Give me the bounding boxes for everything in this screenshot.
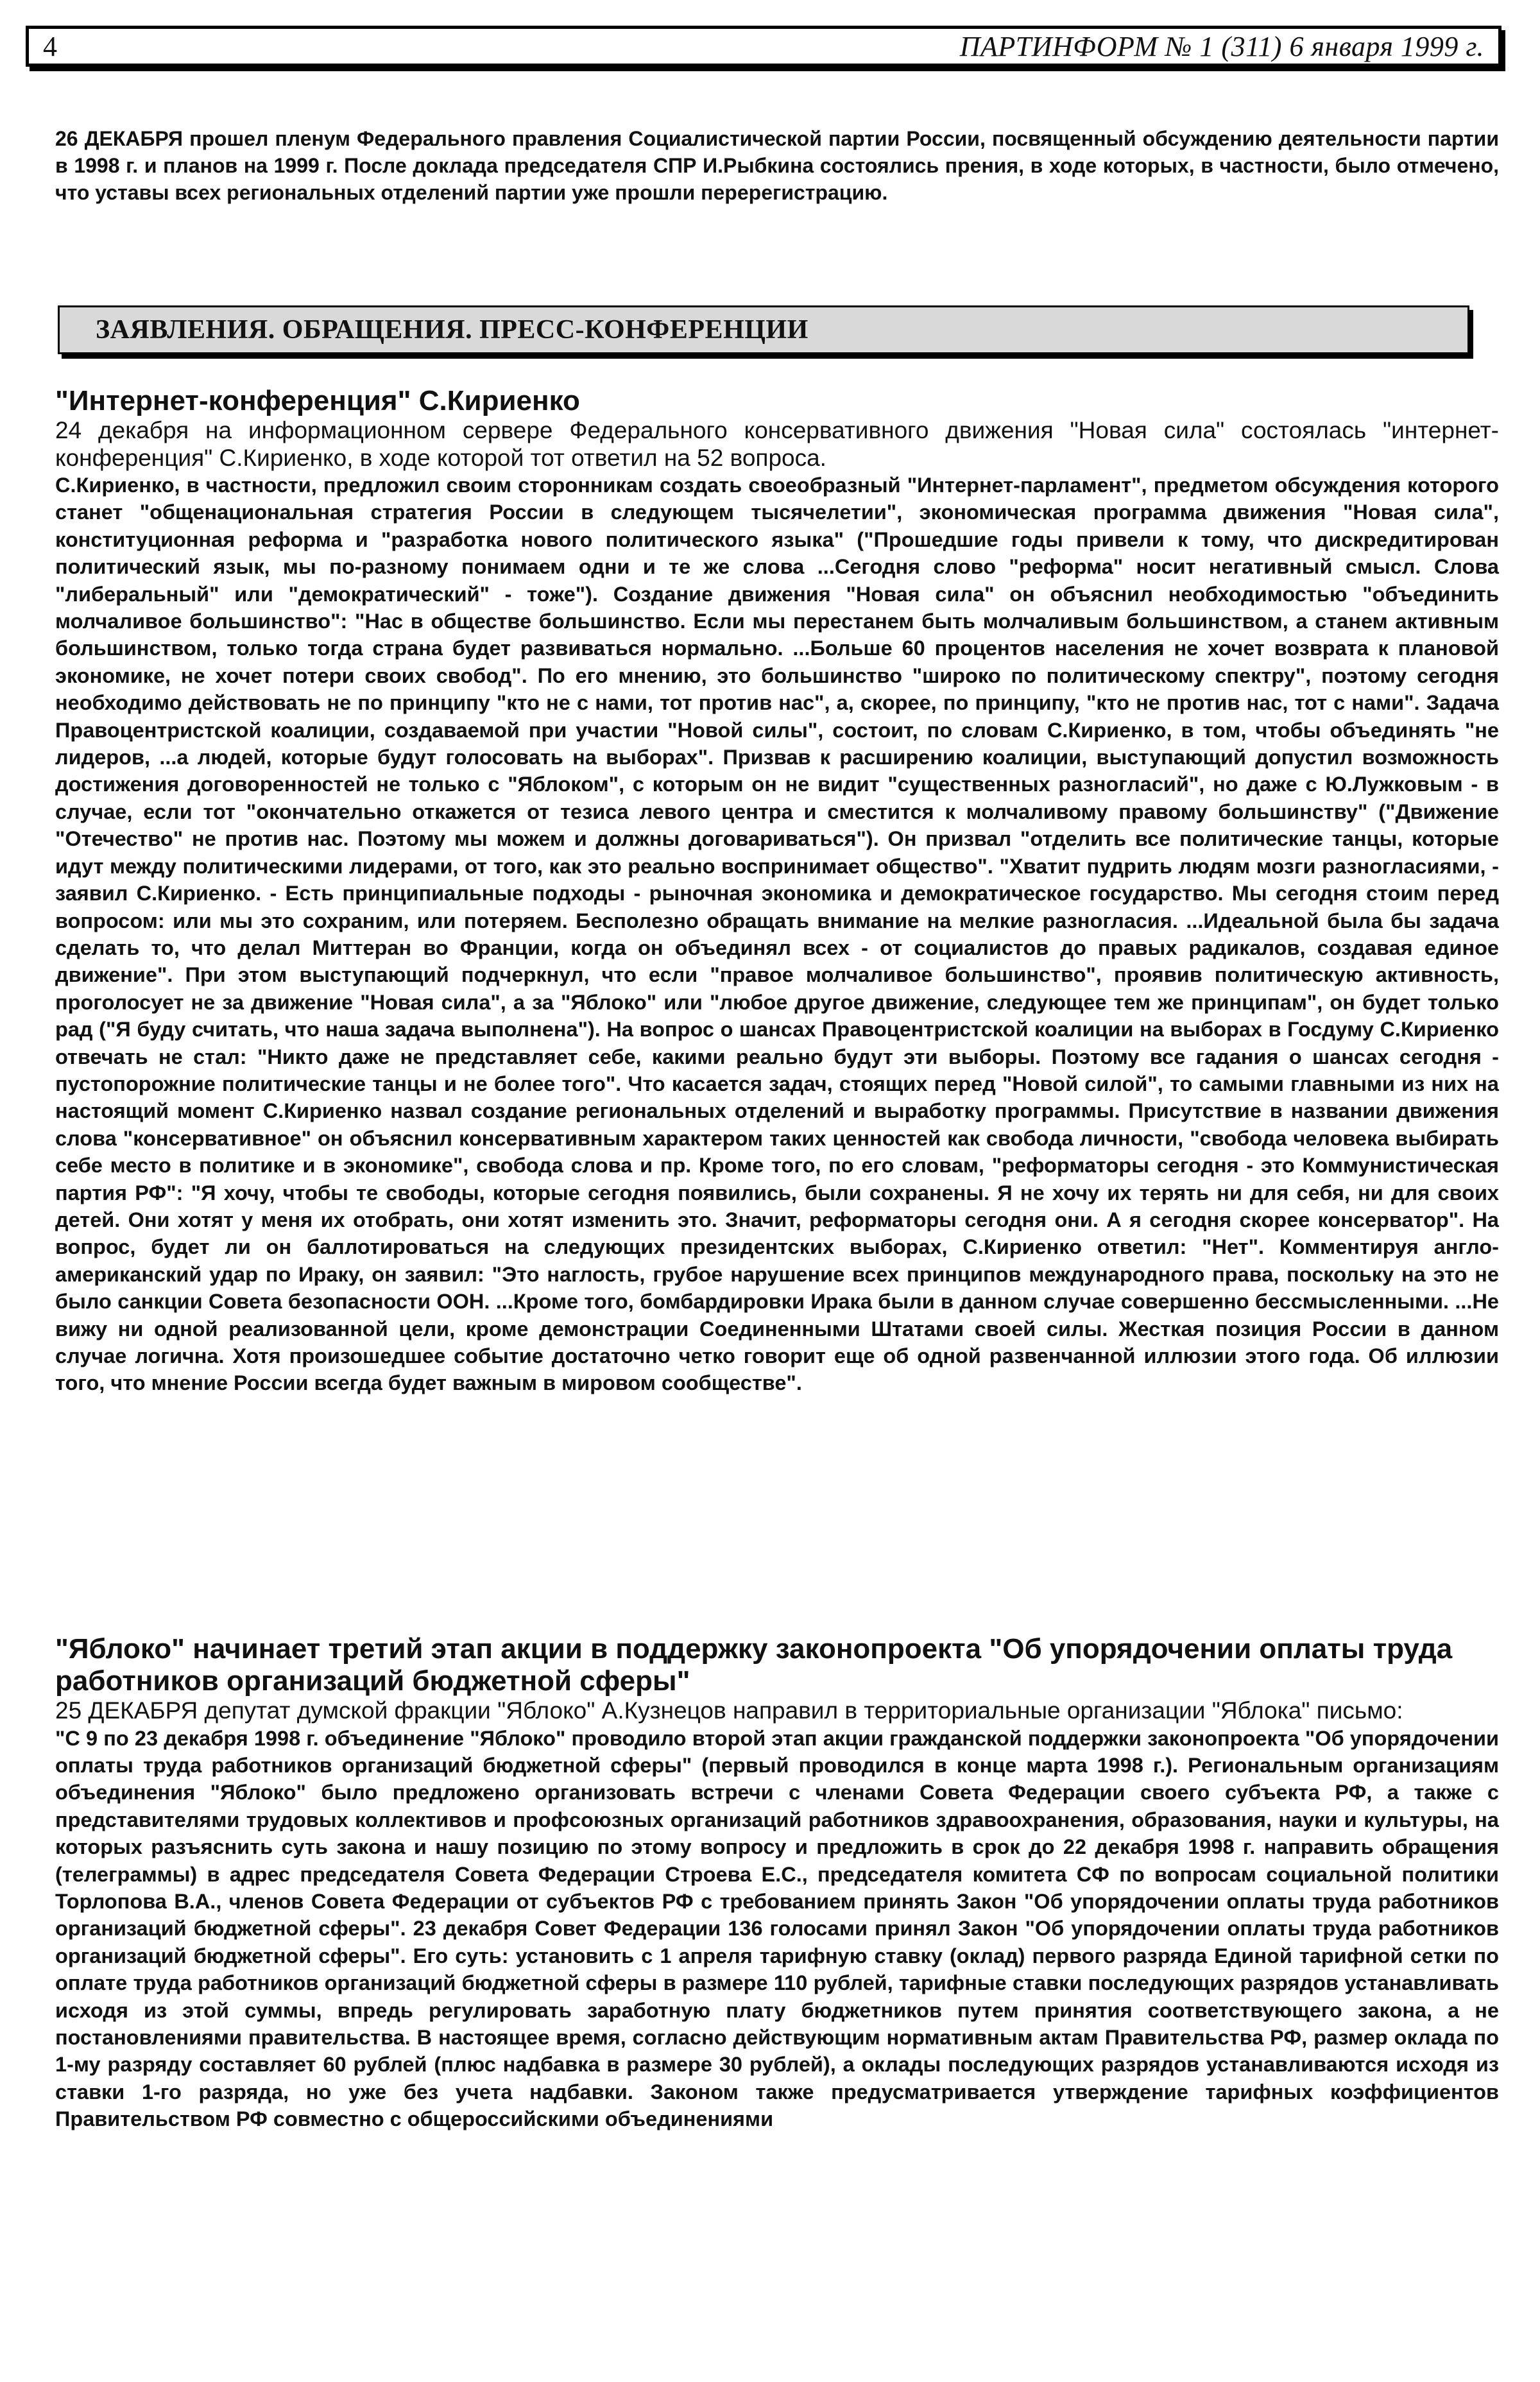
article-body: "С 9 по 23 декабря 1998 г. объединение "Яблоко" проводило второй этап акции гражданской поддержки законопроекта "Об упорядочении оплаты труда работников организаций бюджетной сферы" (первый проводился в конце марта 1998 г.). Региональным организациям объединения "Яблоко" было предложено организовать встречи с членами Совета Федерации своего субъекта РФ, а также с представителями трудовых коллективов и профсоюзных организаций работников здравоохранения, образования, науки и культуры, на которых разъяснить суть закона и нашу позицию по этому вопросу и предложить в срок до 22 декабря 1998 г. направить обращения (телеграммы) в адрес председателя Совета Федерации Строева Е.С., председателя комитета СФ по вопросам социальной политики Торлопова В.А., членов Совета Федерации от субъектов РФ с требованием принять Закон "Об упорядочении оплаты труда работников организаций бюджетной сферы". 23 декабря Совет Федерации 136 голосами принял Закон "Об упорядочении оплаты труда работников организаций бюджетной сферы". Его суть: установить с 1 апреля тарифную ставку (оклад) первого разряда Единой тарифной сетки по оплате труда работников организаций бюджетной сферы в размере 110 рублей, тарифные ставки последующих разрядов устанавливать исходя из этой суммы, впредь регулировать заработную плату бюджетников путем принятия соответствующего закона, а не постановлениями правительства. В настоящее время, согласно действующим нормативным актам Правительства РФ, размер оклада по 1-му разряду составляет 60 рублей (плюс надбавка в размере 30 рублей), а оклады последующих разрядов устанавливаются исходя из ставки 1-го разряда, но уже без учета надбавки. Законом также предусматривается утверждение тарифных коэффициентов Правительством РФ совместно с общероссийскими объединениями [55,1726,1499,2131]
section-title: ЗАЯВЛЕНИЯ. ОБРАЩЕНИЯ. ПРЕСС-КОНФЕРЕНЦИИ [96,315,809,345]
article-kirienko [55,385,1499,1397]
page-number: 4 [43,30,57,62]
issue-info: ПАРТИНФОРМ № 1 (311) 6 января 1999 г. [959,30,1484,62]
section-header [58,305,1469,354]
article-title: "Яблоко" начинает третий этап акции в поддержку законопроекта "Об упорядочении оплаты труда работников организаций бюджетной сферы" [55,1633,1453,1697]
article-title: "Интернет-конференция" С.Кириенко [55,385,580,416]
article-body: С.Кириенко, в частности, предложил своим сторонникам создать своеобразный "Интернет-парламент", предметом обсуждения которого станет "общенациональная стратегия России в следующем тысячелетии", экономическая программа движения "Новая сила", конституционная реформа и "разработка нового политического языка" ("Прошедшие годы привели к тому, что дискредитирован политический язык, мы по-разному понимаем одни и те же слова ...Сегодня слово "реформа" носит негативный смысл. Слова "либеральный" или "демократический" - тоже"). Создание движения "Новая сила" он объяснил необходимостью "объединить молчаливое большинство": "Нас в обществе большинство. Если мы перестанем быть молчаливым большинством, а станем активным большинством, только тогда страна будет развиваться нормально. ...Больше 60 процентов населения не хочет возврата к плановой экономике, не хочет потери своих свобод". По его мнению, это большинство "широко по политическому спектру", поэтому сегодня необходимо действовать не по принципу "кто не с нами, тот против нас", а, скорее, по принципу, "кто не против нас, тот с нами". Задача Правоцентристской коалиции, создаваемой при участии "Новой силы", состоит, по словам С.Кириенко, в том, чтобы объединять "не лидеров, ...а людей, которые будут голосовать на выборах". Призвав к расширению коалиции, выступающий допустил возможность достижения договоренностей не только с "Яблоком", с которым он не видит "существенных разногласий", но даже с Ю.Лужковым - в случае, если тот "окончательно откажется от тезиса левого центра и сместится к молчаливому правому большинству" ("Движение "Отечество" не против нас. Поэтому мы можем и должны договариваться"). Он призвал "отделить все политические танцы, которые идут между политическими лидерами, от того, как это реально воспринимает общество". "Хватит пудрить людям мозги разногласиями, - заявил С.Кириенко. - Есть принципиальные подходы - рыночная экономика и демократическое государство. Мы сегодня стоим перед вопросом: или мы это сохраним, или потеряем. Бесполезно обращать внимание на мелкие разногласия. ...Идеальной была бы задача сделать то, что делал Миттеран во Франции, когда он объединял всех - от социалистов до правых радикалов, создавая единое движение". При этом выступающий подчеркнул, что если "правое молчаливое большинство", проявив политическую активность, проголосует не за движение "Новая сила", а за "Яблоко" или "любое другое движение, следующее тем же принципам", он будет только рад ("Я буду считать, что наша задача выполнена"). На вопрос о шансах Правоцентристской коалиции на выборах в Госдуму С.Кириенко отвечать не стал: "Никто даже не представляет себе, какими реально будут эти выборы. Поэтому все гадания о шансах сегодня - пустопорожние политические танцы и не более того". Что касается задач, стоящих перед "Новой силой", то самыми главными из них на настоящий момент С.Кириенко назвал создание региональных отделений и выработку программы. Присутствие в названии движения слова "консервативное" он объяснил консервативным характером таких ценностей как свобода личности, "свобода человека выбирать себе место в политике и в экономике", свобода слова и пр. Кроме того, по его словам, "реформаторы сегодня - это Коммунистическая партия РФ": "Я хочу, чтобы те свободы, которые сегодня появились, были сохранены. Я не хочу их терять ни для себя, ни для своих детей. Они хотят у меня их отобрать, они хотят изменить это. Значит, реформаторы сегодня они. А я сегодня скорее консерватор". На вопрос, будет ли он баллотироваться на следующих президентских выборах, С.Кириенко ответил: "Нет". Комментируя англо-американский удар по Ираку, он заявил: "Это наглость, грубое нарушение всех принципов международного права, поскольку на это не было санкции Совета безопасности ООН. ...Кроме того, бомбардировки Ирака были в данном случае совершенно бессмысленными. ...Не вижу ни одной реализованной цели, кроме демонстрации Соединенными Штатами своей силы. Жесткая позиция России в данном случае логична. Хотя произошедшее событие достаточно четко говорит еще об одной развенчанной иллюзии этого года. Об иллюзии того, что мнение России всегда будет важным в мировом сообществе". [55,474,1499,1395]
intro-block [55,125,1499,207]
article-lead: 24 декабря на информационном сервере Федерального консервативного движения "Новая сила" состоялась "интернет-конференция" С.Кириенко, в ходе которой тот ответил на 52 вопроса. [55,417,1499,471]
intro-paragraph: 26 ДЕКАБРЯ прошел пленум Федерального правления Социалистической партии России, посвященный обсуждению деятельности партии в 1998 г. и планов на 1999 г. После доклада председателя СПР И.Рыбкина состоялись прения, в ходе которых, в частности, было отмечено, что уставы всех региональных отделений партии уже прошли перерегистрацию. [55,127,1499,205]
page-header [26,26,1502,67]
article-lead: 25 ДЕКАБРЯ депутат думской фракции "Яблоко" А.Кузнецов направил в территориальные организации "Яблока" письмо: [55,1697,1403,1724]
article-yabloko [55,1633,1499,2133]
